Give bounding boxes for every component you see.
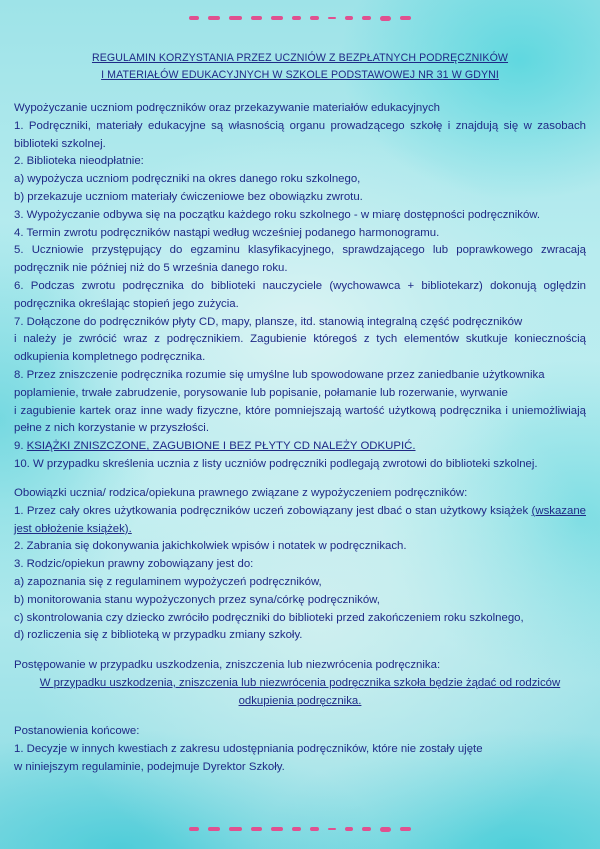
- decorative-dashes-bottom: [0, 823, 600, 835]
- dash-ornament: [328, 828, 336, 830]
- list-item: d) rozliczenia się z biblioteką w przypadku zmiany szkoły.: [14, 629, 303, 642]
- list-item: 8. Przez zniszczenie podręcznika rozumie się umyślne lub spowodowane przez zaniedbanie użytkownika: [14, 368, 545, 381]
- dash-ornament: [345, 827, 353, 831]
- dash-ornament: [292, 16, 301, 20]
- list-item: 2. Biblioteka nieodpłatnie:: [14, 155, 144, 168]
- dash-ornament: [345, 16, 353, 20]
- item-number: 9.: [14, 440, 27, 453]
- list-item: c) skontrolowania czy dziecko zwróciło podręczniki do biblioteki przed zakończeniem roku szkolnego,: [14, 611, 524, 624]
- notice-line-1: W przypadku uszkodzenia, zniszczenia lub niezwrócenia podręcznika szkoła będzie żądać od rodziców: [39, 676, 561, 689]
- dash-ornament: [251, 16, 262, 20]
- section-heading: Postępowanie w przypadku uszkodzenia, zniszczenia lub niezwrócenia podręcznika:: [14, 659, 441, 671]
- dash-ornament: [362, 827, 371, 831]
- dash-ornament: [380, 827, 391, 832]
- item-text: 1. Przez cały okres użytkowania podręczników uczeń zobowiązany jest dbać o stan użytkowy książek: [14, 504, 532, 517]
- dash-ornament: [271, 827, 283, 831]
- section-obligations: [14, 485, 586, 645]
- dash-ornament: [310, 827, 319, 831]
- dash-ornament: [208, 827, 220, 831]
- dash-ornament: [400, 827, 411, 831]
- dash-ornament: [292, 827, 301, 831]
- list-item: 1. Decyzje w innych kwestiach z zakresu udostępniania podręczników, które nie zostały ujęte: [14, 742, 483, 755]
- dash-ornament: [362, 16, 371, 20]
- list-item: 5. Uczniowie przystępujący do egzaminu klasyfikacyjnego, sprawdzającego lub poprawkowego zwracają podręcznik nie później niż do 5 września danego roku.: [14, 244, 586, 275]
- list-item: w niniejszym regulaminie, podejmuje Dyrektor Szkoły.: [14, 760, 285, 773]
- list-item: poplamienie, trwałe zabrudzenie, porysowanie lub popisanie, połamanie lub rozerwanie, wyrwanie: [14, 386, 508, 399]
- list-item: 6. Podczas zwrotu podręcznika do biblioteki nauczyciele (wychowawca + bibliotekarz) dokonują oględzin podręcznika określając stopień jego zużycia.: [14, 279, 586, 310]
- title-line-1: REGULAMIN KORZYSTANIA PRZEZ UCZNIÓW Z BEZPŁATNYCH PODRĘCZNIKÓW: [91, 52, 509, 64]
- section-heading: Obowiązki ucznia/ rodzica/opiekuna prawnego związane z wypożyczeniem podręczników:: [14, 487, 468, 499]
- dash-ornament: [271, 16, 283, 20]
- section-final-provisions: [14, 723, 586, 776]
- decorative-dashes-top: [0, 12, 600, 24]
- list-item: 10. W przypadku skreślenia ucznia z listy uczniów podręczniki podlegają zwrotowi do biblioteki szkolnej.: [14, 457, 538, 470]
- dash-ornament: [229, 16, 242, 20]
- emphasis-text: KSIĄŻKI ZNISZCZONE, ZAGUBIONE I BEZ PŁYTY CD NALEŻY ODKUPIĆ.: [26, 440, 416, 453]
- dash-ornament: [251, 827, 262, 831]
- list-item: 2. Zabrania się dokonywania jakichkolwiek wpisów i notatek w podręcznikach.: [14, 540, 407, 553]
- list-item: 3. Rodzic/opiekun prawny zobowiązany jest do:: [14, 558, 254, 571]
- title-line-2: I MATERIAŁÓW EDUKACYJNYCH W SZKOLE PODSTAWOWEJ NR 31 W GDYNI: [101, 69, 499, 81]
- list-item: 4. Termin zwrotu podręczników nastąpi według wcześniej podanego harmonogramu.: [14, 226, 440, 239]
- list-item-9: [14, 438, 586, 456]
- list-item: 1. Podręczniki, materiały edukacyjne są własnością organu prowadzącego szkołę i znajdują się w zasobach biblioteki szkolnej.: [14, 119, 586, 150]
- list-item-1: [14, 503, 586, 539]
- section-damage-procedure: [14, 657, 586, 710]
- list-item: a) zapoznania się z regulaminem wypożyczeń podręczników,: [14, 575, 322, 588]
- list-item: a) wypożycza uczniom podręczniki na okres danego roku szkolnego,: [14, 173, 361, 186]
- list-item: i zagubienie kartek oraz inne wady fizyczne, które pomniejszają wartość użytkową podręcznika i uniemożliwiają pełne z nich korzystanie w przyszłości.: [14, 404, 586, 435]
- dash-ornament: [310, 16, 319, 20]
- list-item: i należy je zwrócić wraz z podręcznikiem. Zagubienie któregoś z tych elementów skutkuje koniecznością odkupienia kompletnego podręcznika.: [14, 333, 586, 364]
- emphasis-text: (wskazane jest obłożenie książek).: [14, 504, 586, 535]
- notice-line-2: odkupienia podręcznika.: [238, 694, 362, 707]
- document-title: [0, 50, 600, 84]
- list-item: b) przekazuje uczniom materiały ćwiczeniowe bez obowiązku zwrotu.: [14, 190, 363, 203]
- dash-ornament: [400, 16, 411, 20]
- dash-ornament: [380, 16, 391, 21]
- list-item: 7. Dołączone do podręczników płyty CD, mapy, plansze, itd. stanowią integralną część podręczników: [14, 315, 523, 328]
- list-item: b) monitorowania stanu wypożyczonych przez syna/córkę podręczników,: [14, 593, 380, 606]
- section-lending: [14, 100, 586, 474]
- section-heading: Postanowienia końcowe:: [14, 725, 140, 737]
- list-item: 3. Wypożyczanie odbywa się na początku każdego roku szkolnego - w miarę dostępności podręczników.: [14, 208, 541, 221]
- dash-ornament: [229, 827, 242, 831]
- dash-ornament: [189, 16, 199, 20]
- section-heading: Wypożyczanie uczniom podręczników oraz przekazywanie materiałów edukacyjnych: [14, 102, 440, 114]
- dash-ornament: [328, 17, 336, 19]
- dash-ornament: [208, 16, 220, 20]
- dash-ornament: [189, 827, 199, 831]
